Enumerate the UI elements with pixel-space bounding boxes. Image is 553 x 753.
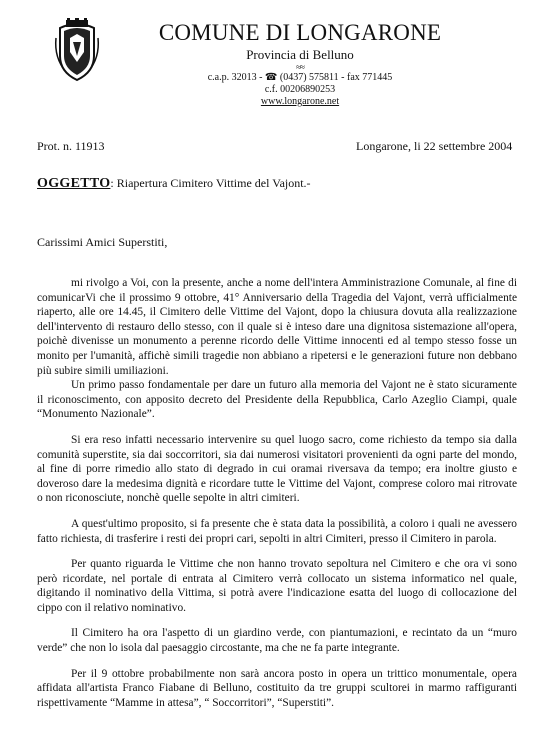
letterhead bbox=[110, 20, 490, 108]
subject-text: : Riapertura Cimitero Vittime del Vajont.- bbox=[110, 176, 311, 190]
coat-of-arms-icon bbox=[52, 18, 102, 82]
header-ornament: ≈≈ bbox=[296, 62, 304, 72]
paragraph: A quest'ultimo proposito, si fa presente che è stata data la possibilità, a coloro i quali ne avessero fatto richiesta, di trasferire i resti dei propri cari, sepolti in altri Cimiteri, presso il Cimitero in parola. bbox=[37, 517, 517, 545]
protocol-number: Prot. n. 11913 bbox=[37, 139, 105, 153]
letter-body bbox=[37, 276, 517, 710]
paragraph: Un primo passo fondamentale per dare un futuro alla memoria del Vajont ne è stato sicuramente il riconoscimento, con apposito decreto del Presidente della Repubblica, Carlo Azeglio Ciampi, quale “Monumento Nazionale”. bbox=[37, 379, 517, 421]
dateline: Longarone, li 22 settembre 2004 bbox=[356, 139, 513, 153]
subject-line bbox=[37, 176, 311, 192]
municipality-title: COMUNE DI LONGARONE bbox=[158, 20, 442, 45]
paragraph: mi rivolgo a Voi, con la presente, anche a nome dell'intera Amministrazione Comunale, al fine di comunicarVi che il prossimo 9 ottobre, 41° Anniversario della Tragedia del Vajont, verrà ufficialmente riaperto, alle ore 14.45, il Cimitero delle Vittime del Vajont, dopo la chiusura dovuta alla realizzazione dell'intervento di restauro dello stesso, con il quale si è inteso dare una dignitosa sistemazione all'opera, poichè divenisse un monumento a perenne ricordo delle Vittime innocenti ed al tempo stesso fosse un monito per l'umanità, affichè simili tragedie non abbiano a ripetersi e le generazioni future non debbano più subire simili umiliazioni. bbox=[37, 277, 517, 377]
contact-line: c.a.p. 32013 - ☎ (0437) 575811 - fax 771445 bbox=[207, 72, 393, 83]
province-name: Provincia di Belluno bbox=[246, 47, 354, 62]
paragraph: Per il 9 ottobre probabilmente non sarà ancora posto in opera un trittico monumentale, opera affidata all'artista Franco Fiabane di Belluno, costituito da tre gruppi scultorei in marmo raffiguranti rispettivamente “Mamme in attesa”, “ Soccorritori”, “Superstiti”. bbox=[37, 667, 517, 709]
paragraph: Per quanto riguarda le Vittime che non hanno trovato sepoltura nel Cimitero e che ora vi sono però ricordate, nel portale di entrata al Cimitero verrà collocato un sistema informatico nel quale, digitando il nominativo della Vittima, si potrà avere l'indicazione esatta del luogo di collocazione del cippo con il relativo nominativo. bbox=[37, 558, 517, 614]
fiscal-code: c.f. 00206890253 bbox=[264, 84, 336, 95]
greeting: Carissimi Amici Superstiti, bbox=[37, 235, 168, 249]
paragraph: Il Cimitero ha ora l'aspetto di un giardino verde, con piantumazioni, e recintato da un “muro verde” che non lo isola dal paesaggio circostante, ma che ne fa parte integrante. bbox=[37, 627, 517, 655]
paragraph: Si era reso infatti necessario intervenire su quel luogo sacro, come richiesto da tempo sia dalla comunità superstite, sia dai soccorritori, sia dai numerosi visitatori provenienti da ogni parte del mondo, al fine di porre rimedio allo stato di degrado in cui oramai riversava da tempo; era inoltre giusto e doveroso dare la medesima dignità e ricordare tutte le Vittime del Vajont, comprese coloro mai ritrovate o non riconosciute, nonchè quelle sepolte in altri cimiteri. bbox=[37, 433, 517, 505]
website-link[interactable]: www.longarone.net bbox=[260, 96, 340, 107]
subject-label: OGGETTO bbox=[37, 176, 111, 191]
